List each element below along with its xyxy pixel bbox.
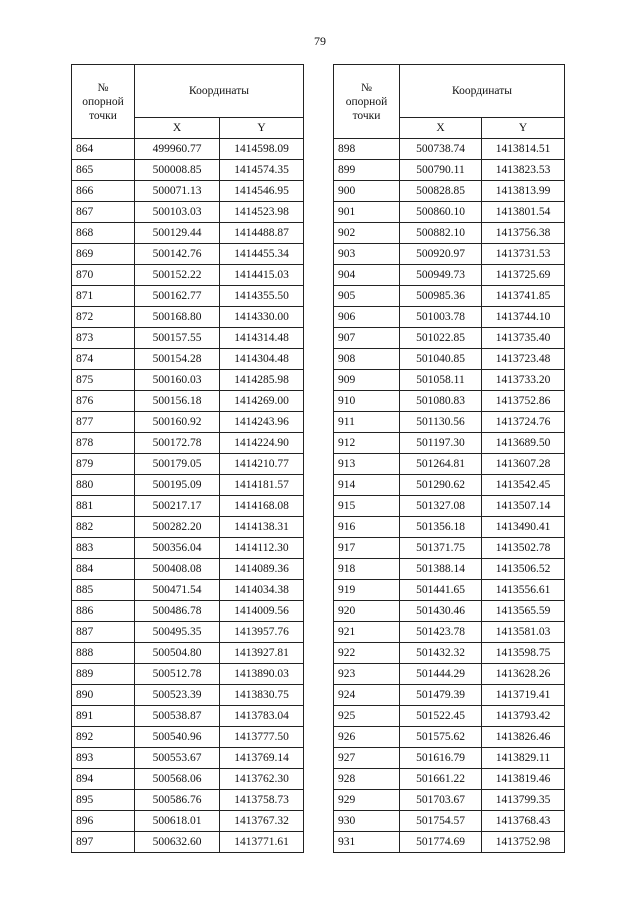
x-coordinate-cell: 500538.87 (135, 706, 220, 727)
point-number-cell: 919 (334, 580, 400, 601)
point-number-cell: 916 (334, 517, 400, 538)
x-coordinate-cell: 500790.11 (400, 160, 482, 181)
x-coordinate-cell: 500008.85 (135, 160, 220, 181)
y-coordinate-cell: 1413826.46 (482, 727, 565, 748)
table-row (72, 391, 304, 412)
point-number-cell: 893 (72, 748, 135, 769)
table-row (72, 370, 304, 391)
table-row (334, 538, 565, 559)
point-number-cell: 922 (334, 643, 400, 664)
y-coordinate-cell: 1414034.38 (220, 580, 304, 601)
point-number-cell: 872 (72, 307, 135, 328)
x-coordinate-cell: 501522.45 (400, 706, 482, 727)
table-row (334, 328, 565, 349)
x-coordinate-cell: 500217.17 (135, 496, 220, 517)
x-coordinate-cell: 501774.69 (400, 832, 482, 853)
x-coordinate-cell: 500553.67 (135, 748, 220, 769)
table-row (72, 559, 304, 580)
y-coordinate-cell: 1413890.03 (220, 664, 304, 685)
point-number-cell: 880 (72, 475, 135, 496)
x-coordinate-cell: 501754.57 (400, 811, 482, 832)
x-coordinate-cell: 500129.44 (135, 223, 220, 244)
y-coordinate-cell: 1413756.38 (482, 223, 565, 244)
point-number-cell: 930 (334, 811, 400, 832)
table-row (334, 601, 565, 622)
point-number-cell: 923 (334, 664, 400, 685)
x-coordinate-cell: 500195.09 (135, 475, 220, 496)
table-row (72, 832, 304, 853)
point-number-cell: 884 (72, 559, 135, 580)
table-row (334, 223, 565, 244)
point-number-cell: 907 (334, 328, 400, 349)
y-coordinate-cell: 1414546.95 (220, 181, 304, 202)
y-coordinate-cell: 1413628.26 (482, 664, 565, 685)
table-row (334, 832, 565, 853)
x-coordinate-cell: 500156.18 (135, 391, 220, 412)
y-coordinate-cell: 1414598.09 (220, 139, 304, 160)
x-coordinate-cell: 500154.28 (135, 349, 220, 370)
table-row (334, 181, 565, 202)
y-coordinate-cell: 1413768.43 (482, 811, 565, 832)
table-row (334, 307, 565, 328)
point-number-cell: 895 (72, 790, 135, 811)
table-row (334, 685, 565, 706)
x-coordinate-cell: 501371.75 (400, 538, 482, 559)
point-number-cell: 889 (72, 664, 135, 685)
y-coordinate-cell: 1413502.78 (482, 538, 565, 559)
x-coordinate-cell: 501327.08 (400, 496, 482, 517)
table-row (72, 307, 304, 328)
x-coordinate-cell: 500985.36 (400, 286, 482, 307)
x-coordinate-cell: 500512.78 (135, 664, 220, 685)
x-coordinate-cell: 500356.04 (135, 538, 220, 559)
table-row (72, 538, 304, 559)
y-coordinate-cell: 1414112.30 (220, 538, 304, 559)
y-header: Y (220, 118, 304, 139)
y-coordinate-cell: 1413769.14 (220, 748, 304, 769)
point-number-cell: 870 (72, 265, 135, 286)
table-row (334, 139, 565, 160)
table-row (334, 391, 565, 412)
point-number-cell: 909 (334, 370, 400, 391)
point-number-cell: 924 (334, 685, 400, 706)
table-row (72, 517, 304, 538)
y-coordinate-cell: 1413830.75 (220, 685, 304, 706)
x-coordinate-cell: 499960.77 (135, 139, 220, 160)
y-coordinate-cell: 1413506.52 (482, 559, 565, 580)
y-coordinate-cell: 1413801.54 (482, 202, 565, 223)
point-number-cell: 903 (334, 244, 400, 265)
y-coordinate-cell: 1413735.40 (482, 328, 565, 349)
table-row (72, 286, 304, 307)
y-header: Y (482, 118, 565, 139)
y-coordinate-cell: 1413819.46 (482, 769, 565, 790)
x-coordinate-cell: 500071.13 (135, 181, 220, 202)
y-coordinate-cell: 1413823.53 (482, 160, 565, 181)
y-coordinate-cell: 1413724.76 (482, 412, 565, 433)
y-coordinate-cell: 1413741.85 (482, 286, 565, 307)
x-coordinate-cell: 500523.39 (135, 685, 220, 706)
table-row (72, 454, 304, 475)
table-row (72, 643, 304, 664)
table-row (72, 349, 304, 370)
x-coordinate-cell: 500568.06 (135, 769, 220, 790)
y-coordinate-cell: 1414415.03 (220, 265, 304, 286)
table-row (72, 412, 304, 433)
y-coordinate-cell: 1413581.03 (482, 622, 565, 643)
x-coordinate-cell: 500618.01 (135, 811, 220, 832)
x-coordinate-cell: 500168.80 (135, 307, 220, 328)
x-coordinate-cell: 500949.73 (400, 265, 482, 286)
table-row (72, 601, 304, 622)
table-row (334, 265, 565, 286)
table-row (334, 496, 565, 517)
x-coordinate-cell: 501661.22 (400, 769, 482, 790)
y-coordinate-cell: 1413744.10 (482, 307, 565, 328)
y-coordinate-cell: 1414523.98 (220, 202, 304, 223)
point-number-cell: 879 (72, 454, 135, 475)
x-coordinate-cell: 501003.78 (400, 307, 482, 328)
point-number-cell: 874 (72, 349, 135, 370)
point-number-cell: 888 (72, 643, 135, 664)
point-number-cell: 892 (72, 727, 135, 748)
y-coordinate-cell: 1414089.36 (220, 559, 304, 580)
x-coordinate-cell: 500172.78 (135, 433, 220, 454)
table-row (72, 265, 304, 286)
point-number-cell: 887 (72, 622, 135, 643)
y-coordinate-cell: 1413490.41 (482, 517, 565, 538)
y-coordinate-cell: 1414168.08 (220, 496, 304, 517)
point-number-cell: 890 (72, 685, 135, 706)
x-header: X (400, 118, 482, 139)
y-coordinate-cell: 1413689.50 (482, 433, 565, 454)
point-number-cell: 902 (334, 223, 400, 244)
y-coordinate-cell: 1413771.61 (220, 832, 304, 853)
table-row (334, 769, 565, 790)
y-coordinate-cell: 1413598.75 (482, 643, 565, 664)
coordinates-header: Координаты (135, 65, 304, 118)
table-row (72, 685, 304, 706)
table-row (334, 349, 565, 370)
coordinates-table-right (333, 64, 565, 853)
x-coordinate-cell: 501080.83 (400, 391, 482, 412)
y-coordinate-cell: 1413733.20 (482, 370, 565, 391)
table-row (334, 727, 565, 748)
table-row (334, 748, 565, 769)
point-number-cell: 873 (72, 328, 135, 349)
point-number-cell: 896 (72, 811, 135, 832)
point-number-cell: 871 (72, 286, 135, 307)
point-number-cell: 864 (72, 139, 135, 160)
point-number-cell: 876 (72, 391, 135, 412)
table-row (72, 181, 304, 202)
point-number-cell: 925 (334, 706, 400, 727)
table-row (334, 517, 565, 538)
table-row (72, 580, 304, 601)
point-number-cell: 918 (334, 559, 400, 580)
y-coordinate-cell: 1413725.69 (482, 265, 565, 286)
x-coordinate-cell: 500162.77 (135, 286, 220, 307)
y-coordinate-cell: 1414243.96 (220, 412, 304, 433)
x-coordinate-cell: 500882.10 (400, 223, 482, 244)
coordinates-header: Координаты (400, 65, 565, 118)
point-number-cell: 910 (334, 391, 400, 412)
y-coordinate-cell: 1413762.30 (220, 769, 304, 790)
y-coordinate-cell: 1414314.48 (220, 328, 304, 349)
point-number-header (72, 65, 135, 139)
point-number-cell: 920 (334, 601, 400, 622)
table-row (334, 202, 565, 223)
y-coordinate-cell: 1413799.35 (482, 790, 565, 811)
coordinates-table-left (71, 64, 304, 853)
point-number-cell: 885 (72, 580, 135, 601)
y-coordinate-cell: 1413793.42 (482, 706, 565, 727)
x-coordinate-cell: 501441.65 (400, 580, 482, 601)
y-coordinate-cell: 1413507.14 (482, 496, 565, 517)
x-coordinate-cell: 501197.30 (400, 433, 482, 454)
point-number-cell: 877 (72, 412, 135, 433)
table-row (72, 223, 304, 244)
point-number-cell: 881 (72, 496, 135, 517)
x-coordinate-cell: 500103.03 (135, 202, 220, 223)
x-coordinate-cell: 501430.46 (400, 601, 482, 622)
x-coordinate-cell: 500540.96 (135, 727, 220, 748)
point-number-cell: 921 (334, 622, 400, 643)
table-row (334, 412, 565, 433)
y-coordinate-cell: 1414488.87 (220, 223, 304, 244)
point-number-cell: 904 (334, 265, 400, 286)
x-coordinate-cell: 500920.97 (400, 244, 482, 265)
table-row (334, 286, 565, 307)
x-coordinate-cell: 500738.74 (400, 139, 482, 160)
y-coordinate-cell: 1414355.50 (220, 286, 304, 307)
point-number-cell: 917 (334, 538, 400, 559)
table-row (334, 580, 565, 601)
table-row (334, 475, 565, 496)
y-coordinate-cell: 1414304.48 (220, 349, 304, 370)
x-coordinate-cell: 501444.29 (400, 664, 482, 685)
y-coordinate-cell: 1414285.98 (220, 370, 304, 391)
table-row (334, 559, 565, 580)
point-number-cell: 906 (334, 307, 400, 328)
point-number-cell: 894 (72, 769, 135, 790)
point-number-cell: 915 (334, 496, 400, 517)
y-coordinate-cell: 1414574.35 (220, 160, 304, 181)
table-row (72, 433, 304, 454)
point-number-header-text: № опорной точки (82, 81, 124, 122)
x-coordinate-cell: 500586.76 (135, 790, 220, 811)
point-number-cell: 927 (334, 748, 400, 769)
table-row (72, 475, 304, 496)
y-coordinate-cell: 1413777.50 (220, 727, 304, 748)
y-coordinate-cell: 1413829.11 (482, 748, 565, 769)
point-number-cell: 908 (334, 349, 400, 370)
x-coordinate-cell: 501388.14 (400, 559, 482, 580)
point-number-cell: 883 (72, 538, 135, 559)
x-coordinate-cell: 500152.22 (135, 265, 220, 286)
x-coordinate-cell: 500160.03 (135, 370, 220, 391)
table-row (72, 496, 304, 517)
table-row (72, 202, 304, 223)
point-number-cell: 914 (334, 475, 400, 496)
y-coordinate-cell: 1413719.41 (482, 685, 565, 706)
x-coordinate-cell: 500632.60 (135, 832, 220, 853)
point-number-cell: 869 (72, 244, 135, 265)
x-coordinate-cell: 501479.39 (400, 685, 482, 706)
point-number-cell: 898 (334, 139, 400, 160)
x-coordinate-cell: 500179.05 (135, 454, 220, 475)
point-number-cell: 867 (72, 202, 135, 223)
x-coordinate-cell: 501264.81 (400, 454, 482, 475)
table-row (334, 370, 565, 391)
x-coordinate-cell: 501703.67 (400, 790, 482, 811)
y-coordinate-cell: 1413565.59 (482, 601, 565, 622)
y-coordinate-cell: 1414330.00 (220, 307, 304, 328)
point-number-cell: 912 (334, 433, 400, 454)
point-number-cell: 913 (334, 454, 400, 475)
table-row (72, 139, 304, 160)
table-row (334, 664, 565, 685)
x-coordinate-cell: 500486.78 (135, 601, 220, 622)
point-number-cell: 868 (72, 223, 135, 244)
table-row (334, 454, 565, 475)
y-coordinate-cell: 1413542.45 (482, 475, 565, 496)
point-number-cell: 891 (72, 706, 135, 727)
point-number-cell: 901 (334, 202, 400, 223)
table-row (72, 664, 304, 685)
x-coordinate-cell: 500471.54 (135, 580, 220, 601)
point-number-cell: 897 (72, 832, 135, 853)
point-number-cell: 900 (334, 181, 400, 202)
x-header: X (135, 118, 220, 139)
table-row (72, 706, 304, 727)
point-number-cell: 911 (334, 412, 400, 433)
x-coordinate-cell: 501356.18 (400, 517, 482, 538)
point-number-header (334, 65, 400, 139)
point-number-cell: 899 (334, 160, 400, 181)
table-row (72, 244, 304, 265)
x-coordinate-cell: 501616.79 (400, 748, 482, 769)
y-coordinate-cell: 1413752.98 (482, 832, 565, 853)
x-coordinate-cell: 501022.85 (400, 328, 482, 349)
point-number-cell: 875 (72, 370, 135, 391)
y-coordinate-cell: 1413758.73 (220, 790, 304, 811)
table-row (72, 748, 304, 769)
x-coordinate-cell: 500828.85 (400, 181, 482, 202)
point-number-cell: 865 (72, 160, 135, 181)
x-coordinate-cell: 500495.35 (135, 622, 220, 643)
point-number-cell: 926 (334, 727, 400, 748)
y-coordinate-cell: 1414181.57 (220, 475, 304, 496)
page-number: 79 (314, 34, 326, 48)
x-coordinate-cell: 501432.32 (400, 643, 482, 664)
x-coordinate-cell: 500860.10 (400, 202, 482, 223)
table-row (334, 160, 565, 181)
x-coordinate-cell: 501130.56 (400, 412, 482, 433)
y-coordinate-cell: 1413723.48 (482, 349, 565, 370)
point-number-cell: 882 (72, 517, 135, 538)
y-coordinate-cell: 1413957.76 (220, 622, 304, 643)
point-number-cell: 905 (334, 286, 400, 307)
point-number-cell: 878 (72, 433, 135, 454)
y-coordinate-cell: 1414210.77 (220, 454, 304, 475)
table-row (334, 433, 565, 454)
table-row (334, 622, 565, 643)
point-number-cell: 928 (334, 769, 400, 790)
table-row (72, 790, 304, 811)
table-row (72, 811, 304, 832)
table-row (72, 328, 304, 349)
y-coordinate-cell: 1413607.28 (482, 454, 565, 475)
y-coordinate-cell: 1413813.99 (482, 181, 565, 202)
table-row (72, 769, 304, 790)
point-number-cell: 866 (72, 181, 135, 202)
y-coordinate-cell: 1414009.56 (220, 601, 304, 622)
point-number-header-text: № опорной точки (345, 81, 388, 122)
x-coordinate-cell: 501058.11 (400, 370, 482, 391)
x-coordinate-cell: 500160.92 (135, 412, 220, 433)
y-coordinate-cell: 1413927.81 (220, 643, 304, 664)
point-number-cell: 886 (72, 601, 135, 622)
y-coordinate-cell: 1414455.34 (220, 244, 304, 265)
table-row (72, 727, 304, 748)
point-number-cell: 931 (334, 832, 400, 853)
x-coordinate-cell: 500282.20 (135, 517, 220, 538)
x-coordinate-cell: 500408.08 (135, 559, 220, 580)
x-coordinate-cell: 501040.85 (400, 349, 482, 370)
table-row (72, 160, 304, 181)
y-coordinate-cell: 1413556.61 (482, 580, 565, 601)
y-coordinate-cell: 1413767.32 (220, 811, 304, 832)
y-coordinate-cell: 1413752.86 (482, 391, 565, 412)
y-coordinate-cell: 1414138.31 (220, 517, 304, 538)
x-coordinate-cell: 500504.80 (135, 643, 220, 664)
point-number-cell: 929 (334, 790, 400, 811)
y-coordinate-cell: 1413783.04 (220, 706, 304, 727)
y-coordinate-cell: 1414269.00 (220, 391, 304, 412)
x-coordinate-cell: 501575.62 (400, 727, 482, 748)
table-row (334, 244, 565, 265)
x-coordinate-cell: 501423.78 (400, 622, 482, 643)
x-coordinate-cell: 501290.62 (400, 475, 482, 496)
table-row (334, 643, 565, 664)
table-row (334, 706, 565, 727)
x-coordinate-cell: 500157.55 (135, 328, 220, 349)
table-row (334, 790, 565, 811)
y-coordinate-cell: 1413731.53 (482, 244, 565, 265)
table-row (334, 811, 565, 832)
x-coordinate-cell: 500142.76 (135, 244, 220, 265)
table-row (72, 622, 304, 643)
y-coordinate-cell: 1413814.51 (482, 139, 565, 160)
y-coordinate-cell: 1414224.90 (220, 433, 304, 454)
